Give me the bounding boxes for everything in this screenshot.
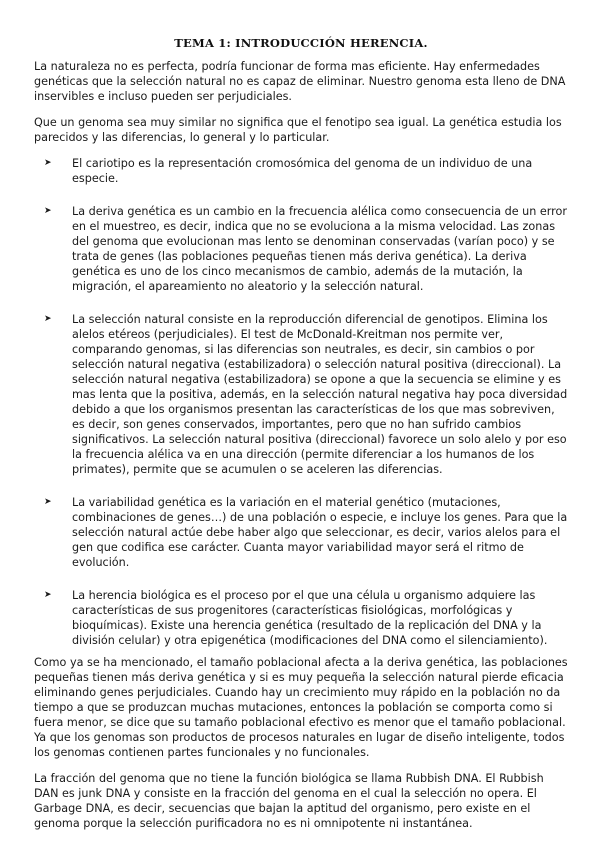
bullet-item-cariotipo: [34, 156, 568, 186]
intro-paragraph-2: Que un genoma sea muy similar no significa que el fenotipo sea igual. La genética estudia los parecidos y las diferencias, lo general y lo particular.: [34, 116, 562, 144]
bullet-item-deriva-genetica: [34, 204, 568, 294]
bullet-arrow-icon: ➤: [44, 314, 52, 324]
closing-paragraph-2: La fracción del genoma que no tiene la función biológica se llama Rubbish DNA. El Rubbish DAN es junk DNA y consiste en la fracción del genoma en el cual la selección no opera. El Garbage DNA, es decir, secuencias que bajan la aptitud del organismo, pero existe en el genoma porque la selección purificadora no es ni omnipotente ni instantánea.: [34, 772, 544, 830]
bullet-list: [34, 156, 568, 648]
bullet-arrow-icon: ➤: [44, 590, 52, 600]
bullet-text: La deriva genética es un cambio en la frecuencia alélica como consecuencia de un error en el muestreo, es decir, indica que no se evoluciona a la misma velocidad. Las zonas del genoma que evolucionan mas lento se denominan conservadas (varían poco) y se trata de genes (las poblaciones pequeñas tienen más deriva genética). La deriva genética es uno de los cinco mecanismos de cambio, además de la mutación, la migración, el apareamiento no aleatorio y la selección natural.: [72, 205, 567, 293]
bullet-arrow-icon: ➤: [44, 497, 52, 507]
bullet-arrow-icon: ➤: [44, 206, 52, 216]
bullet-item-variabilidad-genetica: [34, 495, 568, 570]
intro-paragraph-1: La naturaleza no es perfecta, podría funcionar de forma mas eficiente. Hay enfermedades genéticas que la selección natural no es capaz de eliminar. Nuestro genoma esta lleno de DNA inservibles e incluso pueden ser perjudiciales.: [34, 60, 566, 103]
bullet-text: La variabilidad genética es la variación en el material genético (mutaciones, combinaciones de genes…) de una población o especie, e incluye los genes. Para que la selección natural actúe debe haber algo que seleccionar, es decir, varios alelos para el gen que codifica ese carácter. Cuanta mayor variabilidad mayor será el ritmo de evolución.: [72, 496, 568, 569]
bullet-item-herencia-biologica: [34, 588, 568, 648]
document-page: [34, 36, 568, 842]
bullet-text: La selección natural consiste en la reproducción diferencial de genotipos. Elimina los alelos etéreos (perjudiciales). El test de McDonald-Kreitman nos permite ver, comparando genomas, si las diferencias son neutrales, es decir, sin cambios o por selección natural negativa (estabilizadora) o selección natural positiva (direccional). La selección natural negativa (estabilizadora) se opone a que la secuencia se elimine y es mas lenta que la positiva, además, en la selección natural negativa hay poca diversidad debido a que los organismos presentan las características de los que mas sobreviven, es decir, son genes conservados, importantes, pero que no han sufrido cambios significativos. La selección natural positiva (direccional) favorece un solo alelo y por eso la frecuencia alélica va en una dirección (permite diferenciar a los humanos de los primates), permite que se acumulen o se aceleren las diferencias.: [72, 313, 568, 476]
bullet-item-seleccion-natural: [34, 312, 568, 477]
bullet-arrow-icon: ➤: [44, 158, 52, 168]
bullet-text: La herencia biológica es el proceso por el que una célula u organismo adquiere las características de sus progenitores (características fisiológicas, morfológicas y bioquímicas). Existe una herencia genética (resultado de la replicación del DNA y la división celular) y otra epigenética (modificaciones del DNA como el silenciamiento).: [72, 589, 548, 647]
bullet-text: El cariotipo es la representación cromosómica del genoma de un individuo de una especie.: [72, 157, 533, 185]
document-title: TEMA 1: INTRODUCCIÓN HERENCIA.: [174, 36, 428, 50]
closing-paragraph-1: Como ya se ha mencionado, el tamaño poblacional afecta a la deriva genética, las poblaciones pequeñas tienen más deriva genética y si es muy pequeña la selección natural pierde eficacia eliminando genes perjudiciales. Cuando hay un crecimiento muy rápido en la población no da tiempo a que se produzcan muchas mutaciones, entonces la población se comporta como si fuera menor, se dice que su tamaño poblacional efectivo es menor que el tamaño poblacional. Ya que los genomas son productos de procesos naturales en lugar de diseño inteligente, todos los genomas contienen partes funcionales y no funcionales.: [34, 656, 568, 759]
